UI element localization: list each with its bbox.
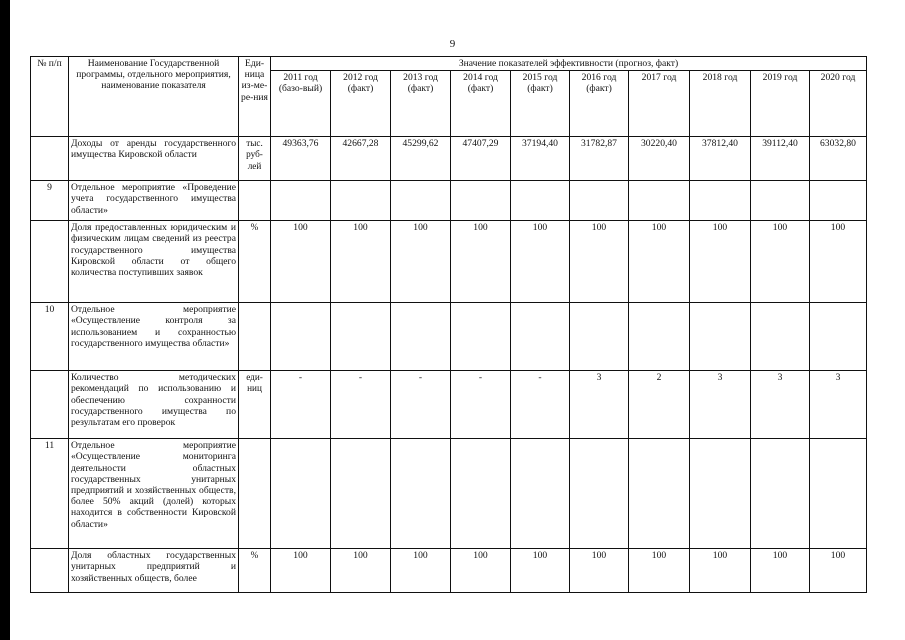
year-2012: 2012 год (факт) [331, 71, 391, 137]
row-value: - [271, 371, 331, 439]
row-value [331, 181, 391, 221]
row-name: Доля областных государственных унитарных предприятий и хозяйственных обществ, более [69, 549, 239, 593]
row-value: 30220,40 [629, 137, 690, 181]
year-2019: 2019 год [751, 71, 810, 137]
row-value: 100 [331, 549, 391, 593]
table-row [31, 137, 867, 181]
row-value: 37812,40 [690, 137, 751, 181]
header-name: Наименование Государственной программы, отдельного мероприятия, наименование показателя [69, 57, 239, 137]
row-value: 37194,40 [511, 137, 570, 181]
row-value [690, 439, 751, 549]
row-value: 2 [629, 371, 690, 439]
row-value [511, 303, 570, 371]
year-2018: 2018 год [690, 71, 751, 137]
table-row [31, 181, 867, 221]
row-value [570, 181, 629, 221]
row-unit [239, 303, 271, 371]
row-value [391, 181, 451, 221]
row-value [331, 439, 391, 549]
row-unit: % [239, 549, 271, 593]
row-value: 100 [629, 549, 690, 593]
row-value: 100 [511, 221, 570, 303]
row-value: - [391, 371, 451, 439]
row-name: Отдельное мероприятие «Проведение учета государственного имущества области» [69, 181, 239, 221]
table-row [31, 439, 867, 549]
row-value: 100 [391, 549, 451, 593]
row-value: - [511, 371, 570, 439]
header-values-title: Значение показателей эффективности (прогноз, факт) [271, 57, 867, 71]
row-name: Количество методических рекомендаций по использованию и обеспечению сохранности государственного имущества по результатам его проверок [69, 371, 239, 439]
row-value [570, 439, 629, 549]
row-value: 100 [751, 221, 810, 303]
row-value: 45299,62 [391, 137, 451, 181]
row-value [751, 181, 810, 221]
row-value [570, 303, 629, 371]
row-value: 3 [690, 371, 751, 439]
row-value: - [331, 371, 391, 439]
row-value: 100 [629, 221, 690, 303]
row-value [751, 303, 810, 371]
row-value [629, 439, 690, 549]
scan-edge [0, 0, 10, 640]
row-number [31, 137, 69, 181]
row-value [810, 303, 867, 371]
row-value: 100 [271, 221, 331, 303]
row-value: 3 [570, 371, 629, 439]
year-2013: 2013 год (факт) [391, 71, 451, 137]
row-value [511, 439, 570, 549]
table-row [31, 371, 867, 439]
row-value [629, 303, 690, 371]
row-value: 100 [271, 549, 331, 593]
row-value: 39112,40 [751, 137, 810, 181]
year-2015: 2015 год (факт) [511, 71, 570, 137]
row-value: 100 [511, 549, 570, 593]
row-name: Отдельное мероприятие «Осуществление мониторинга деятельности областных государственных унитарных предприятий и хозяйственных обществ, более 50% акций (долей) которых находится в собственности Кировской области» [69, 439, 239, 549]
row-value: 100 [570, 549, 629, 593]
row-value: - [451, 371, 511, 439]
row-value: 100 [751, 549, 810, 593]
row-value: 100 [690, 221, 751, 303]
table-row [31, 303, 867, 371]
row-value [810, 439, 867, 549]
row-value [391, 439, 451, 549]
row-value: 31782,87 [570, 137, 629, 181]
row-name: Отдельное мероприятие «Осуществление контроля за использованием и сохранностью государственного имущества области» [69, 303, 239, 371]
row-value: 100 [451, 549, 511, 593]
row-value [451, 439, 511, 549]
row-unit: тыс. руб-лей [239, 137, 271, 181]
row-value [690, 303, 751, 371]
row-value [751, 439, 810, 549]
header-row-top [31, 57, 867, 71]
year-2020: 2020 год [810, 71, 867, 137]
row-value: 42667,28 [331, 137, 391, 181]
row-name: Доля предоставленных юридическим и физическим лицам сведений из реестра государственного имущества Кировской области от общего количества поступивших заявок [69, 221, 239, 303]
row-number: 11 [31, 439, 69, 549]
row-value: 100 [331, 221, 391, 303]
row-number [31, 549, 69, 593]
table-row [31, 549, 867, 593]
row-value: 49363,76 [271, 137, 331, 181]
row-number: 10 [31, 303, 69, 371]
row-unit: % [239, 221, 271, 303]
year-2017: 2017 год [629, 71, 690, 137]
row-value: 100 [391, 221, 451, 303]
row-value: 3 [751, 371, 810, 439]
row-value [451, 181, 511, 221]
row-number [31, 221, 69, 303]
row-value [271, 439, 331, 549]
row-value [271, 303, 331, 371]
row-value: 100 [570, 221, 629, 303]
row-unit [239, 439, 271, 549]
year-2016: 2016 год (факт) [570, 71, 629, 137]
year-2014: 2014 год (факт) [451, 71, 511, 137]
row-value: 100 [810, 221, 867, 303]
page-number: 9 [449, 38, 456, 50]
row-value [810, 181, 867, 221]
row-unit: еди-ниц [239, 371, 271, 439]
row-value [391, 303, 451, 371]
header-num: № п/п [31, 57, 69, 137]
row-value: 100 [690, 549, 751, 593]
indicators-table [30, 56, 867, 593]
row-number [31, 371, 69, 439]
row-value: 100 [810, 549, 867, 593]
table-row [31, 221, 867, 303]
row-value [331, 303, 391, 371]
row-value [629, 181, 690, 221]
row-value: 47407,29 [451, 137, 511, 181]
row-value [511, 181, 570, 221]
row-unit [239, 181, 271, 221]
row-name: Доходы от аренды государственного имущества Кировской области [69, 137, 239, 181]
row-number: 9 [31, 181, 69, 221]
row-value: 63032,80 [810, 137, 867, 181]
row-value [690, 181, 751, 221]
year-2011: 2011 год (базо-вый) [271, 71, 331, 137]
row-value: 100 [451, 221, 511, 303]
row-value [451, 303, 511, 371]
header-unit: Еди-ница из-ме-ре-ния [239, 57, 271, 137]
row-value: 3 [810, 371, 867, 439]
row-value [271, 181, 331, 221]
